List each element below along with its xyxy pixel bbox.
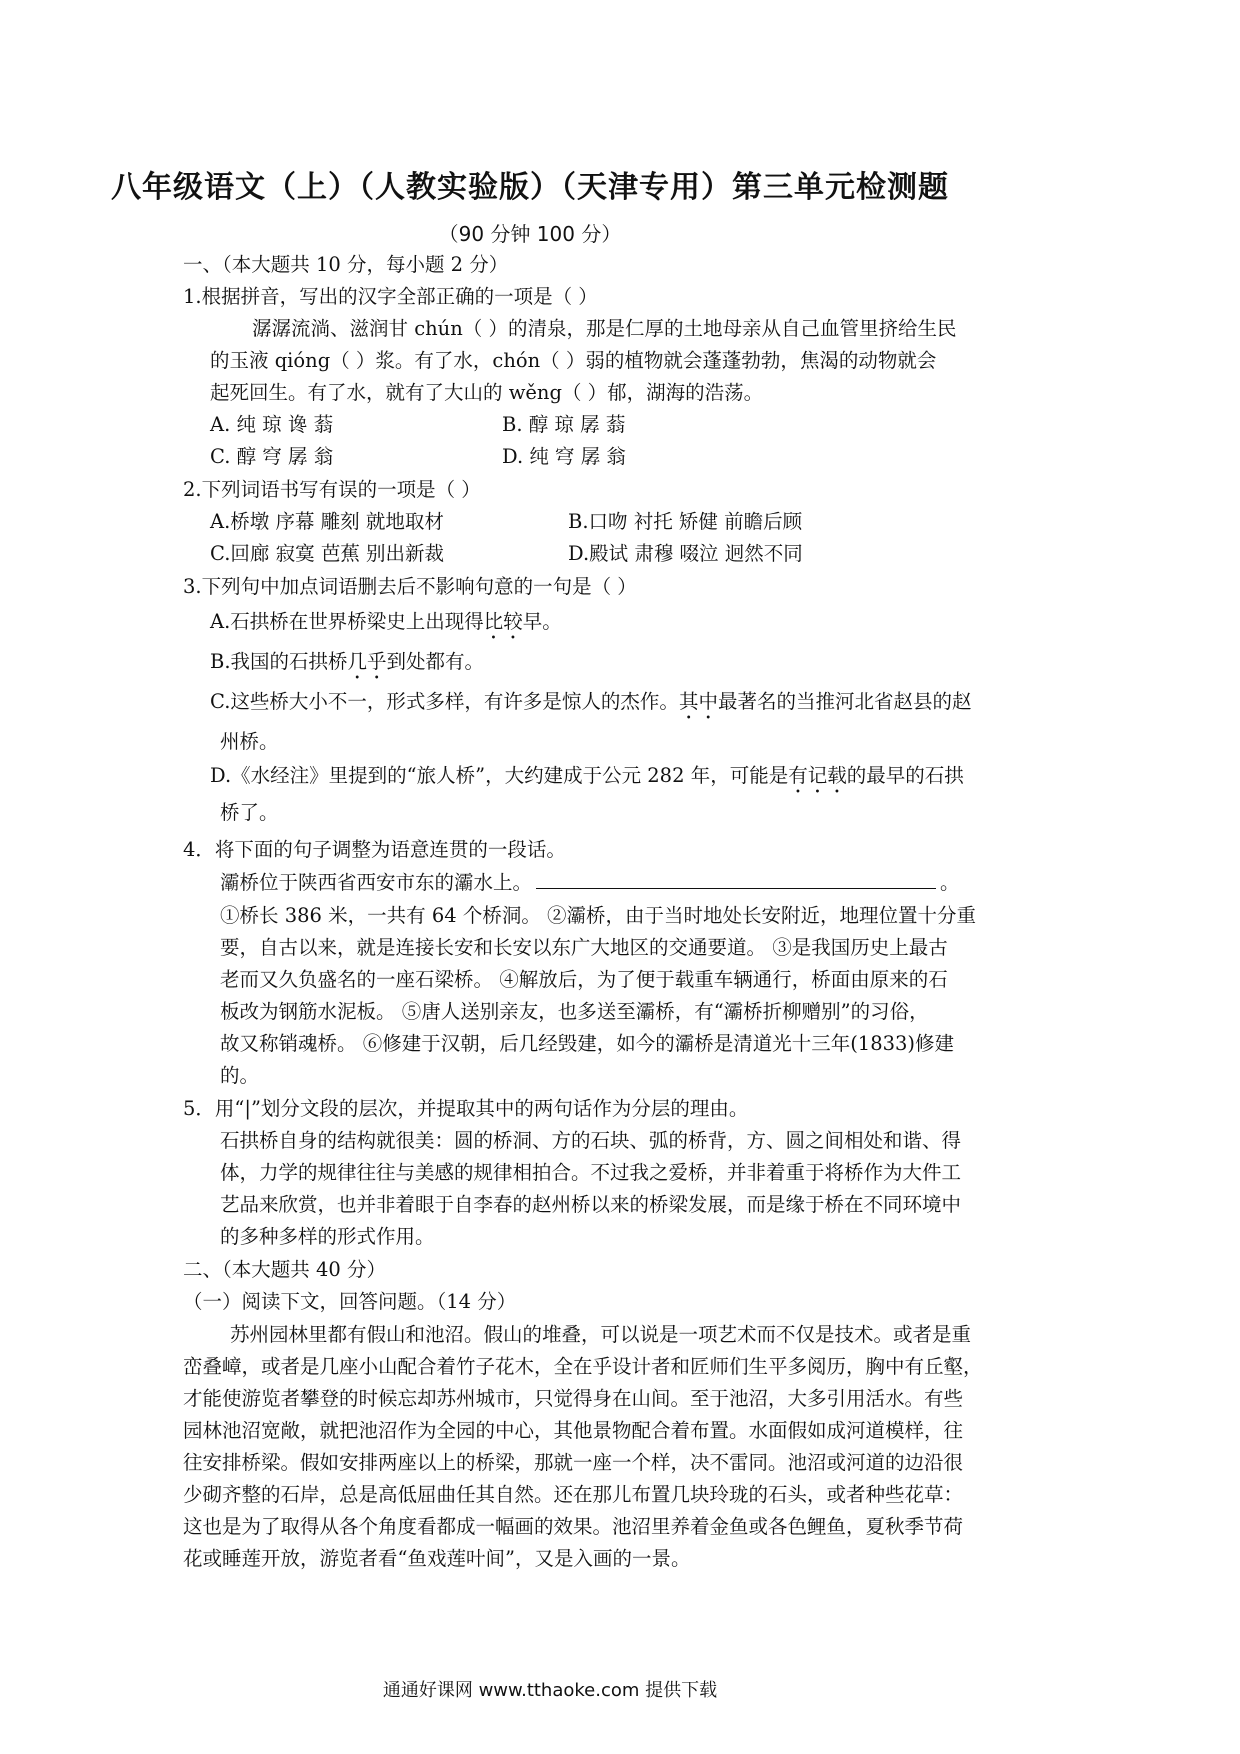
passage-line: 这也是为了取得从各个角度看都成一幅画的效果。池沼里养着金鱼或各色鲤鱼，夏秋季节荷 [183,1515,964,1538]
page-subtitle: （90 分钟 100 分） [438,222,622,246]
q4-stem: 4．将下面的句子调整为语意连贯的一段话。 [183,838,566,861]
q3-option-b-dotted: 几乎 [347,650,387,673]
q1-passage-line-3: 起死回生。有了水，就有了大山的 wěng（ ）郁，湖海的浩荡。 [210,381,764,404]
passage-line: 苏州园林里都有假山和池沼。假山的堆叠，可以说是一项艺术而不仅是技术。或者是重 [230,1323,972,1346]
q3-option-d [210,762,964,798]
q3-option-a-text: A.石拱桥在世界桥梁史上出现得 [210,610,484,633]
q4-answer-blank[interactable] [536,870,936,889]
q2-option-b: B.口吻 衬托 矫健 前瞻后顾 [568,510,803,533]
page-footer: 通通好课网 www.tthaoke.com 提供下载 [382,1680,718,1701]
q4-lead [220,869,960,897]
passage-line: 往安排桥梁。假如安排两座以上的桥梁，那就一座一个样，决不雷同。池沼或河道的边沿很 [183,1451,964,1474]
q3-option-d-text: D.《水经注》里提到的“旅人桥”，大约建成于公元 282 年，可能是 [210,764,789,787]
q4-line-5: 故又称销魂桥。 ⑥修建于汉朝，后几经毁建，如今的灞桥是清道光十三年(1833)修建 [220,1032,955,1055]
q3-option-a-end: 早。 [522,610,562,633]
q5-line-3: 艺品来欣赏，也并非着眼于自李春的赵州桥以来的桥梁发展，而是缘于桥在不同环境中 [220,1193,962,1216]
q4-lead-end: 。 [940,871,960,894]
q3-option-a-dotted: 比较 [483,610,523,633]
q1-option-c: C. 醇 穹 孱 翁 [210,445,334,468]
q2-option-c: C.回廊 寂寞 芭蕉 别出新裁 [210,542,445,565]
q1-stem: 1.根据拼音，写出的汉字全部正确的一项是（ ） [183,285,598,308]
q5-line-2: 体，力学的规律往往与美感的规律相拍合。不过我之爱桥，并非着重于将桥作为大件工 [220,1161,962,1184]
passage-line: 少砌齐整的石岸，总是高低屈曲任其自然。还在那儿布置几块玲珑的石头，或者种些花草： [183,1483,964,1506]
q5-line-4: 的多种多样的形式作用。 [220,1225,435,1248]
q3-option-d-dotted: 有记载 [788,764,847,787]
q3-option-c [210,688,971,724]
passage-line: 花或睡莲开放，游览者看“鱼戏莲叶间”，又是入画的一景。 [183,1547,691,1570]
q1-option-b: B. 醇 琼 孱 蓊 [502,413,626,436]
q4-line-6: 的。 [220,1064,260,1087]
q3-option-b-end: 到处都有。 [386,650,485,673]
section-2-header: 二、（本大题共 40 分） [183,1258,386,1281]
q3-option-c-dotted: 其中 [678,690,718,713]
q2-option-d: D.殿试 肃穆 啜泣 迥然不同 [568,542,803,565]
q4-line-4: 板改为钢筋水泥板。 ⑤唐人送别亲友，也多送至灞桥，有“灞桥折柳赠别”的习俗， [220,1000,929,1023]
q4-line-3: 老而又久负盛名的一座石梁桥。 ④解放后，为了便于载重车辆通行，桥面由原来的石 [220,968,948,991]
section-1-header: 一、（本大题共 10 分，每小题 2 分） [183,253,509,276]
q3-option-c-end: 最著名的当推河北省赵县的赵 [717,690,972,713]
q4-lead-text: 灞桥位于陕西省西安市东的灞水上。 [220,871,533,894]
q3-option-c-text: C.这些桥大小不一，形式多样，有许多是惊人的杰作。 [210,690,679,713]
q3-option-d-end: 的最早的石拱 [846,764,964,787]
passage-line: 峦叠嶂，或者是几座小山配合着竹子花木，全在乎设计者和匠师们生平多阅历，胸中有丘壑， [183,1355,983,1378]
q5-stem: 5．用“|”划分文段的层次，并提取其中的两句话作为分层的理由。 [183,1097,749,1120]
page-title: 八年级语文（上）（人教实验版）（天津专用）第三单元检测题 [111,170,949,205]
q2-option-a: A.桥墩 序幕 雕刻 就地取材 [210,510,444,533]
q4-line-1: ①桥长 386 米，一共有 64 个桥洞。 ②灞桥，由于当时地处长安附近，地理位置十分重 [220,904,977,927]
passage-line: 才能使游览者攀登的时候忘却苏州城市，只觉得身在山间。至于池沼，大多引用活水。有些 [183,1387,964,1410]
section-2-part-1: （一）阅读下文，回答问题。（14 分） [183,1290,517,1313]
q3-option-c-line-2: 州桥。 [220,730,279,753]
q2-stem: 2.下列词语书写有误的一项是（ ） [183,478,481,501]
q5-line-1: 石拱桥自身的结构就很美：圆的桥洞、方的石块、弧的桥背，方、圆之间相处和谐、得 [220,1129,962,1152]
q4-line-2: 要，自古以来，就是连接长安和长安以东广大地区的交通要道。 ③是我国历史上最古 [220,936,948,959]
q3-option-d-line-2: 桥了。 [220,801,279,824]
q1-option-a: A. 纯 琼 谗 蓊 [210,413,334,436]
q1-option-d: D. 纯 穹 孱 翁 [502,445,626,468]
q3-option-a [210,608,562,644]
q3-stem: 3.下列句中加点词语删去后不影响句意的一句是（ ） [183,575,637,598]
q1-passage-line-2: 的玉液 qióng（ ）浆。有了水，chón（ ）弱的植物就会蓬蓬勃勃，焦渴的动物就会 [210,349,937,372]
q1-passage-line-1: 潺潺流淌、滋润甘 chún（ ）的清泉，那是仁厚的土地母亲从自己血管里挤给生民 [252,317,957,340]
q3-option-b [210,648,484,684]
passage-line: 园林池沼宽敞，就把池沼作为全园的中心，其他景物配合着布置。水面假如成河道模样，往 [183,1419,964,1442]
q3-option-b-text: B.我国的石拱桥 [210,650,348,673]
